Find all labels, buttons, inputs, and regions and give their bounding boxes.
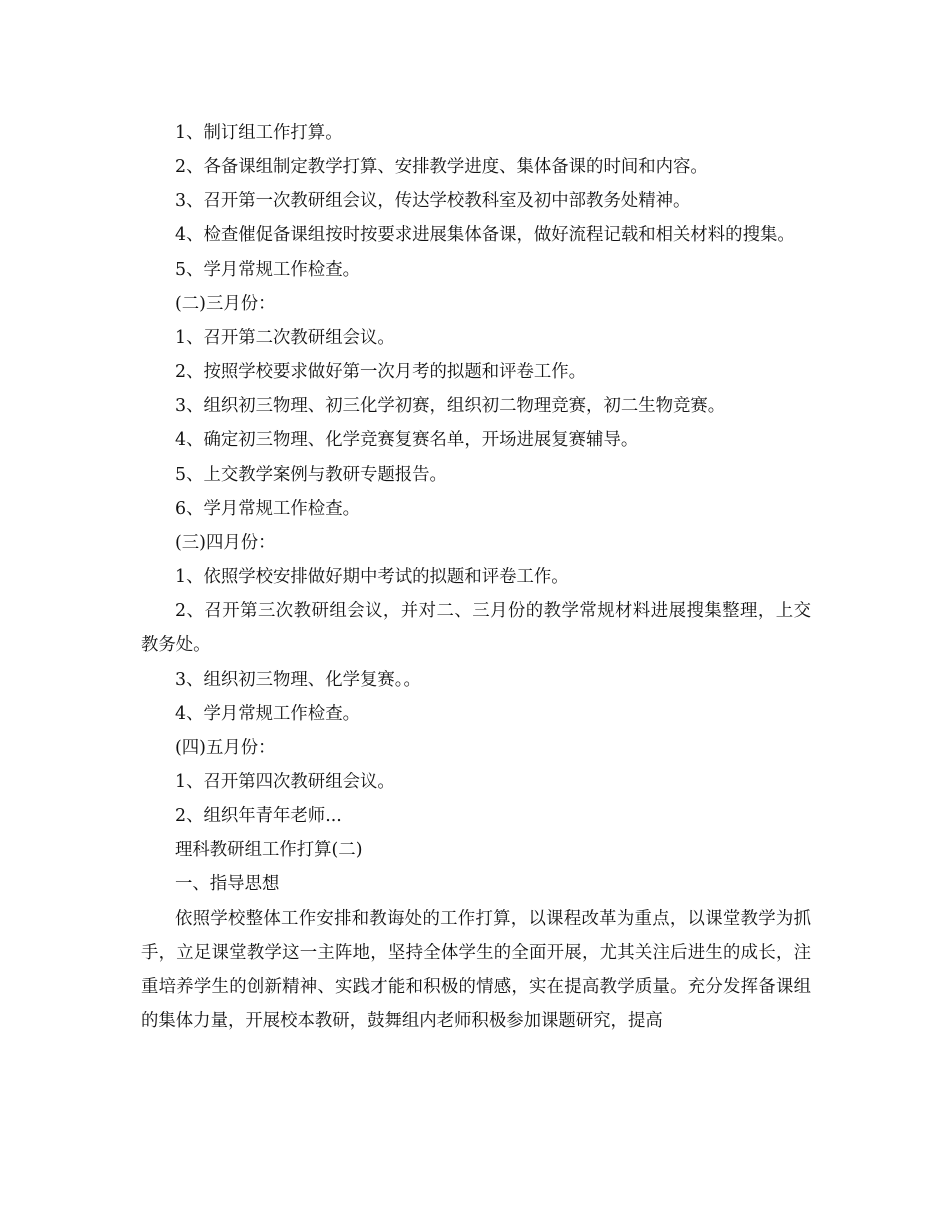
section-heading-march: (二)三月份： bbox=[175, 293, 276, 314]
section-heading-april: (三)四月份： bbox=[175, 532, 276, 553]
paragraph-guiding-ideology-body: 依照学校整体工作安排和教诲处的工作打算，以课程改革为重点，以课堂教学为抓手，立足课堂教学这一主阵地，坚持全体学生的全面开展，尤其关注后进生的成长，注重培养学生的创新精神、实践才能和积极的情感，实在提高教学质量。充分发挥备课组的集体力量，开展校本教研，鼓舞组内老师积极参加课题研究，提高 bbox=[141, 908, 811, 1032]
section-heading-may: (四)五月份： bbox=[175, 737, 276, 758]
paragraph-march-item-5: 5、上交教学案例与教研专题报告。 bbox=[175, 464, 447, 485]
paragraph-january-item-2: 2、各备课组制定教学打算、安排教学进度、集体备课的时间和内容。 bbox=[175, 157, 708, 178]
paragraph-april-item-1: 1、依照学校安排做好期中考试的拟题和评卷工作。 bbox=[175, 567, 569, 588]
paragraph-april-item-3: 3、组织初三物理、化学复赛。。 bbox=[175, 669, 421, 690]
paragraph-march-item-6: 6、学月常规工作检查。 bbox=[175, 498, 360, 519]
paragraph-january-item-4: 4、检查催促备课组按时按要求进展集体备课，做好流程记载和相关材料的搜集。 bbox=[175, 225, 795, 246]
document-body bbox=[141, 116, 811, 1038]
paragraph-april-item-4: 4、学月常规工作检查。 bbox=[175, 703, 360, 724]
paragraph-march-item-4: 4、确定初三物理、化学竞赛复赛名单，开场进展复赛辅导。 bbox=[175, 430, 639, 451]
paragraph-may-item-2: 2、组织年青年老师... bbox=[175, 806, 342, 827]
paragraph-january-item-3: 3、召开第一次教研组会议，传达学校教科室及初中部教务处精神。 bbox=[175, 191, 691, 212]
section-heading-guiding-ideology: 一、指导思想 bbox=[175, 874, 280, 895]
document-subtitle: 理科教研组工作打算(二) bbox=[175, 840, 363, 861]
paragraph-may-item-1: 1、召开第四次教研组会议。 bbox=[175, 771, 395, 792]
paragraph-january-item-1: 1、制订组工作打算。 bbox=[175, 123, 343, 143]
paragraph-march-item-3: 3、组织初三物理、初三化学初赛，组织初二物理竞赛，初二生物竞赛。 bbox=[175, 396, 726, 417]
paragraph-march-item-2: 2、按照学校要求做好第一次月考的拟题和评卷工作。 bbox=[175, 362, 587, 383]
paragraph-april-item-2: 2、召开第三次教研组会议，并对二、三月份的教学常规材料进展搜集整理，上交教务处。 bbox=[141, 601, 811, 656]
paragraph-january-item-5: 5、学月常规工作检查。 bbox=[175, 259, 360, 280]
paragraph-march-item-1: 1、召开第二次教研组会议。 bbox=[175, 327, 395, 348]
